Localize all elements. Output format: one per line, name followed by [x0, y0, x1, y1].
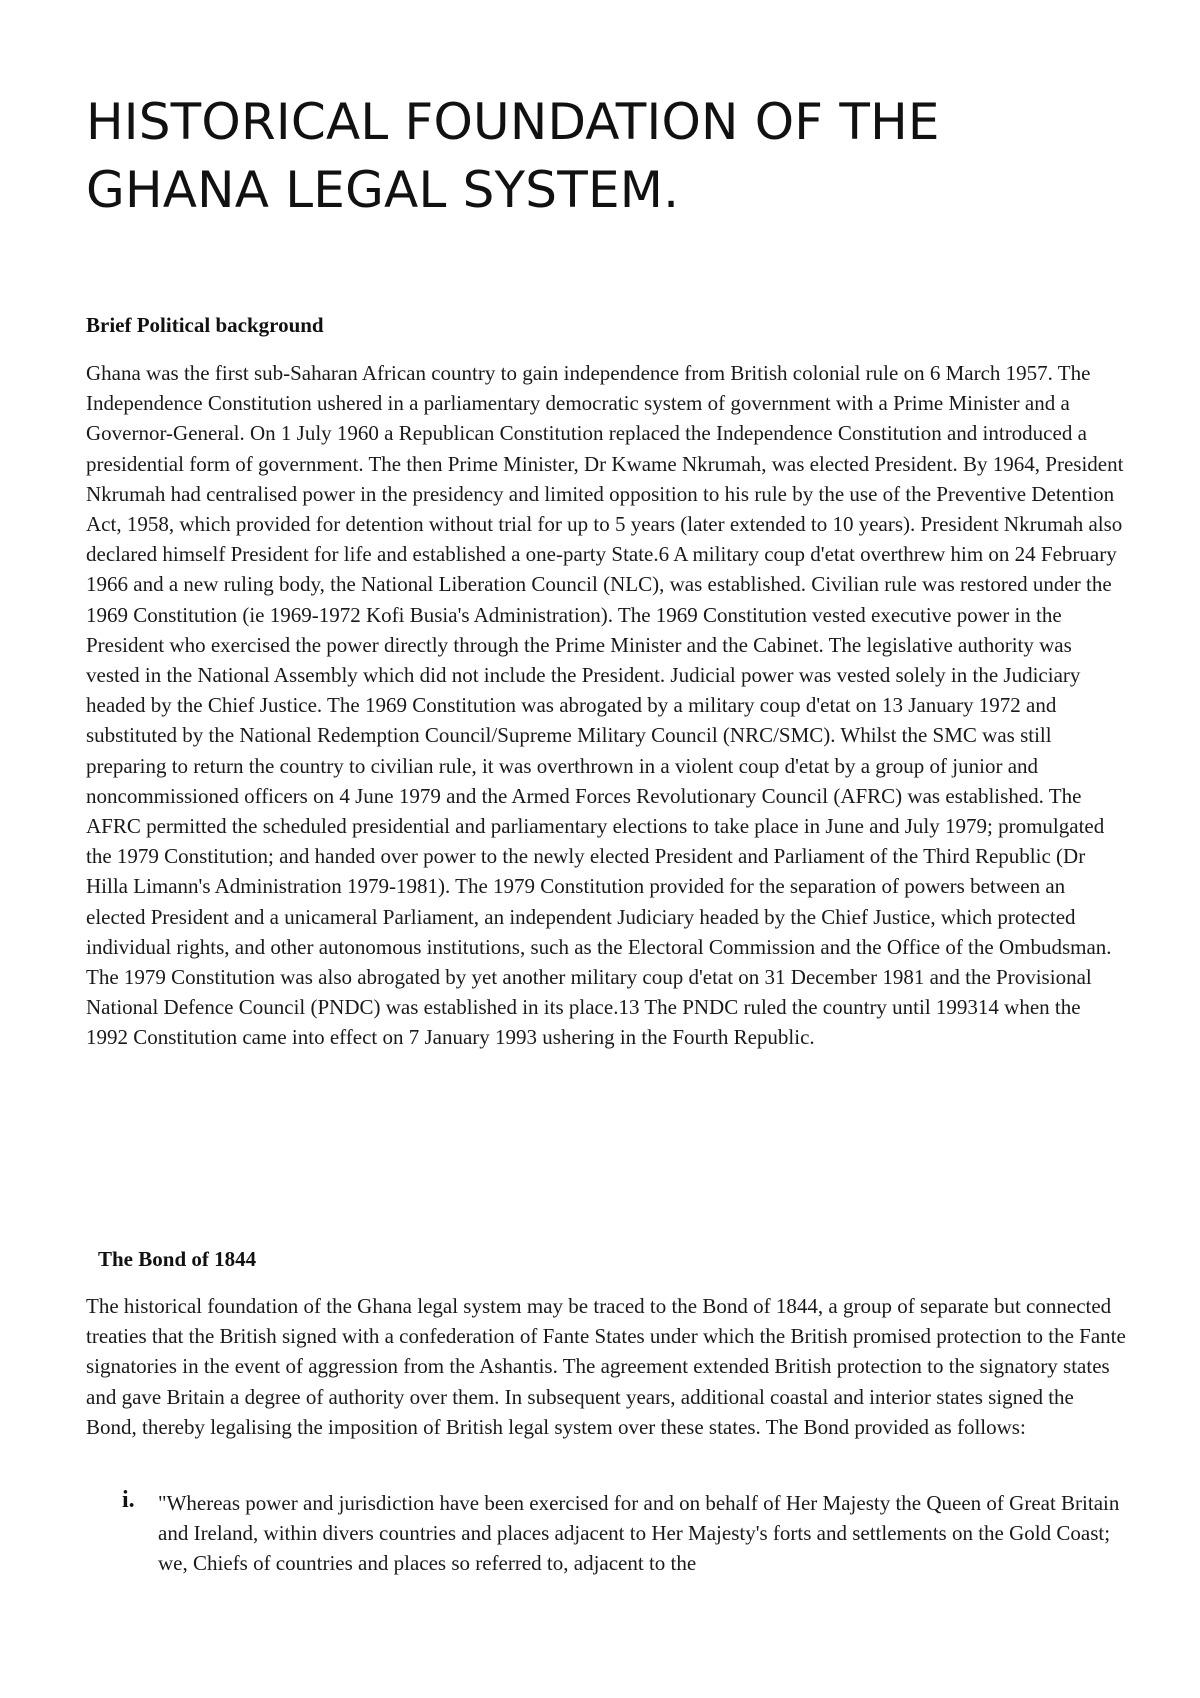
list-item-text: "Whereas power and jurisdiction have been exercised for and on behalf of Her Majesty the Queen of Great Britain and Ireland, within divers countries and places adjacent to Her Majesty's forts and settlements on the Gold Coast; we, Chiefs of countries and places so referred to, adjacent to the	[158, 1491, 1120, 1576]
list-marker: i.	[122, 1487, 135, 1513]
paragraph-bond-of-1844: The historical foundation of the Ghana legal system may be traced to the Bond of 1844, a group of separate but connected treaties that the British signed with a confederation of Fante States under which the British promised protection to the Fante signatories in the event of aggression from the Ashantis. The agreement extended British protection to the signatory states and gave Britain a degree of authority over them. In subsequent years, additional coastal and interior states signed the Bond, thereby legalising the imposition of British legal system over these states. The Bond provided as follows:	[86, 1294, 1126, 1439]
paragraph-political-background: Ghana was the first sub-Saharan African country to gain independence from British colonial rule on 6 March 1957. The Independence Constitution ushered in a parliamentary democratic system of government with a Prime Minister and a Governor-General. On 1 July 1960 a Republican Constitution replaced the Independence Constitution and introduced a presidential form of government. The then Prime Minister, Dr Kwame Nkrumah, was elected President. By 1964, President Nkrumah had centralised power in the presidency and limited opposition to his rule by the use of the Preventive Detention Act, 1958, which provided for detention without trial for up to 5 years (later extended to 10 years). President Nkrumah also declared himself President for life and established a one-party State.6 A military coup d'etat overthrew him on 24 February 1966 and a new ruling body, the National Liberation Council (NLC), was established. Civilian rule was restored under the 1969 Constitution (ie 1969-1972 Kofi Busia's Administration). The 1969 Constitution vested executive power in the President who exercised the power directly through the Prime Minister and the Cabinet. The legislative authority was vested in the National Assembly which did not include the President. Judicial power was vested solely in the Judiciary headed by the Chief Justice. The 1969 Constitution was abrogated by a military coup d'etat on 13 January 1972 and substituted by the National Redemption Council/Supreme Military Council (NRC/SMC). Whilst the SMC was still preparing to return the country to civilian rule, it was overthrown in a violent coup d'etat by a group of junior and noncommissioned officers on 4 June 1979 and the Armed Forces Revolutionary Council (AFRC) was established. The AFRC permitted the scheduled presidential and parliamentary elections to take place in June and July 1979; promulgated the 1979 Constitution; and handed over power to the newly elected President and Parliament of the Third Republic (Dr Hilla Limann's Administration 1979-1981). The 1979 Constitution provided for the separation of powers between an elected President and a unicameral Parliament, an independent Judiciary headed by the Chief Justice, which protected individual rights, and other autonomous institutions, such as the Electoral Commission and the Office of the Ombudsman. The 1979 Constitution was also abrogated by yet another military coup d'etat on 31 December 1981 and the Provisional National Defence Council (PNDC) was established in its place.13 The PNDC ruled the country until 199314 when the 1992 Constitution came into effect on 7 January 1993 ushering in the Fourth Republic.	[86, 361, 1124, 1050]
document-title: HISTORICAL FOUNDATION OF THE GHANA LEGAL SYSTEM.	[86, 93, 940, 219]
section-heading-political-background: Brief Political background	[86, 313, 324, 337]
section-heading-bond-of-1844: The Bond of 1844	[98, 1247, 257, 1271]
